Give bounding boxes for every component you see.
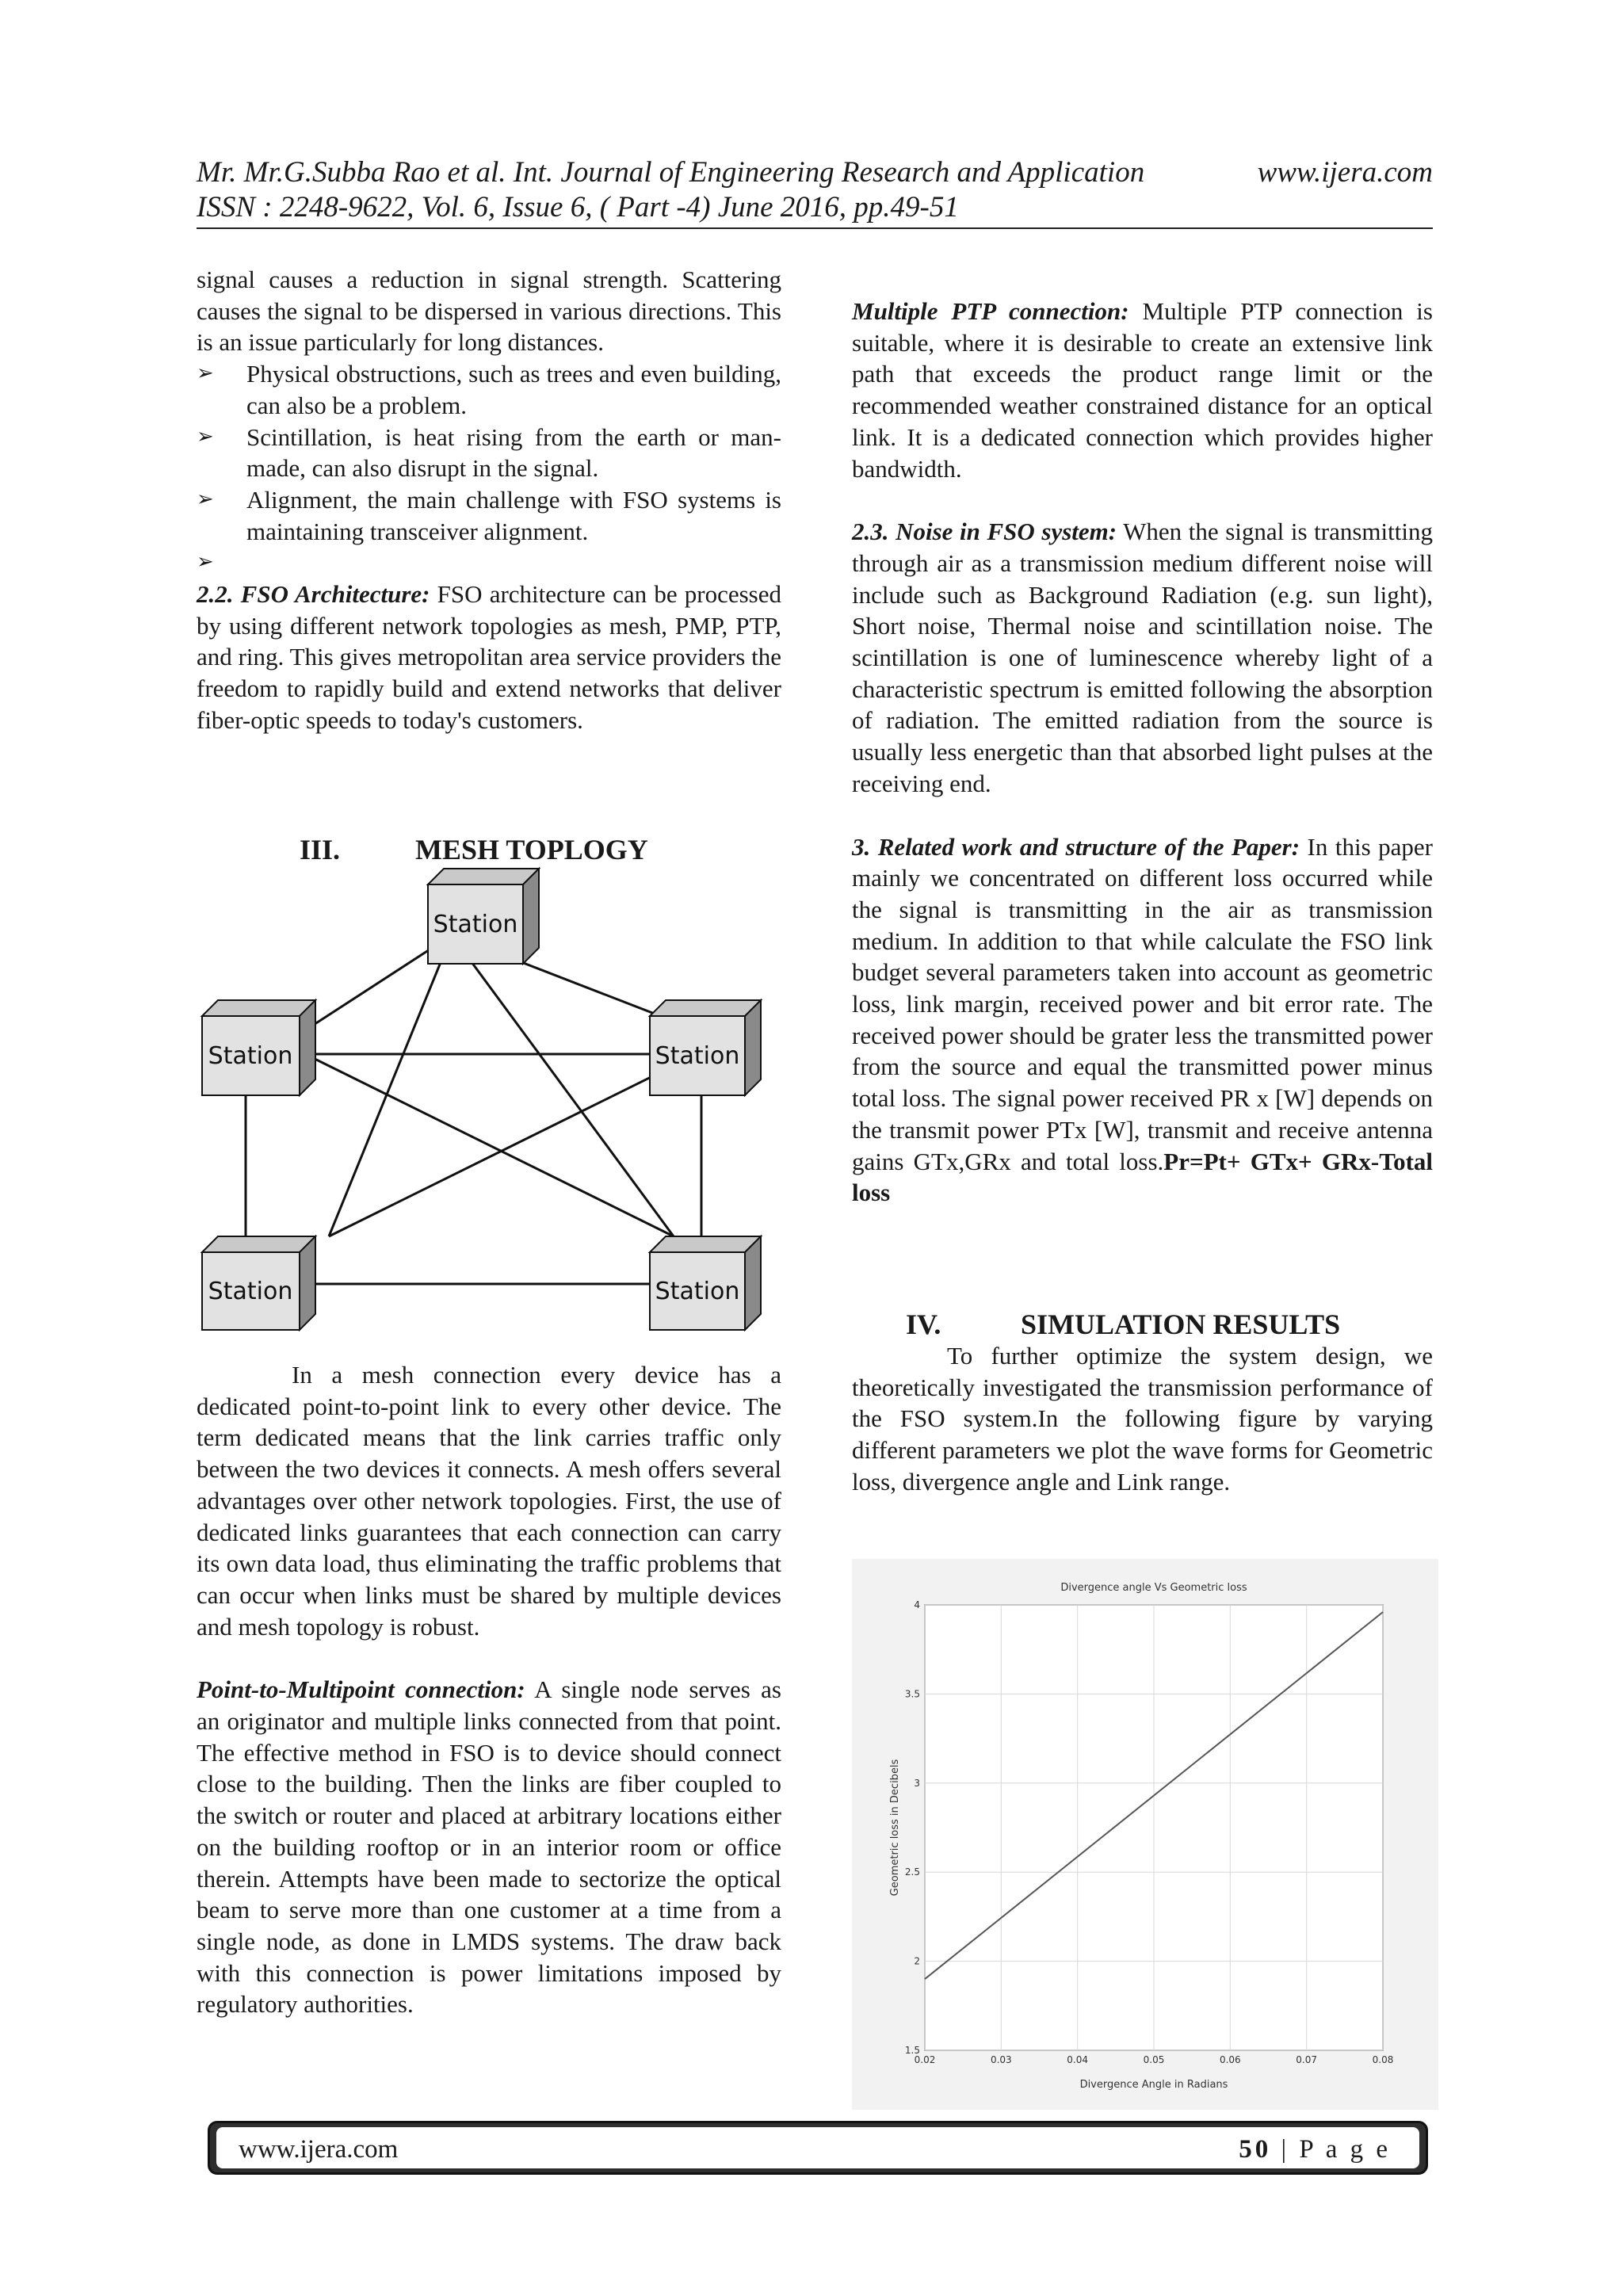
link [329,935,452,1236]
ptp-text: Multiple PTP connection is suitable, where it is desirable to create an extensive link path that exceeds the product range limit or the recommended weather constrained distance for an optical link. It is a dedicated connection which provides higher bandwidth. [852,297,1433,483]
bullet-item [197,358,781,421]
architecture-heading: 2.2. FSO Architecture: [197,580,430,609]
page-footer [208,2121,1428,2175]
station-label: Station [655,1042,740,1070]
footer-url: www.ijera.com [239,2135,399,2164]
section-4-title: SIMULATION RESULTS [1021,1308,1341,1340]
running-header-url: www.ijera.com [1257,156,1433,189]
pmp-text: A single node serves as an originator and multiple links connected from that point. The effective method in FSO is to device should connect close to the building. Then the links are fiber coupled to the switch or router and placed at arbitrary locations either on the building rooftop or in an interior room or office therein. Attempts have been made to sectorize the optical beam to serve more than one customer at a time from a single node, as done in LMDS systems. The draw back with this connection is power limitations imposed by regulatory authorities. [197,1675,781,2019]
section-3-number: III. [300,834,341,865]
mesh-links [246,935,701,1284]
x-tick-label: 0.03 [990,2054,1012,2065]
station-label: Station [433,911,518,938]
bullet-text: Alignment, the main challenge with FSO systems is maintaining transceiver alignment. [246,485,781,545]
mesh-topology-diagram [190,856,777,1331]
noise-text: When the signal is transmitting through air as a transmission medium different noise will include such as Background Radiation (e.g. sun light), Short noise, Thermal noise and scintillation noise. The scintillation is one of luminescence whereby light of a characteristic spectrum is emitted following the absorption of radiation. The emitted radiation from the source is usually less energetic than that absorbed light pulses at the receiving end. [852,518,1433,797]
y-tick-label: 3 [914,1777,920,1789]
station-node-bottom-left [202,1236,315,1330]
related-work-heading: 3. Related work and structure of the Paper: [852,832,1300,861]
arrow-bullet-icon: ➢ [197,424,214,449]
simulation-paragraph: To further optimize the system design, we theoretically investigated the transmission performance of the FSO system.In the following figure by varying different parameters we plot the wave forms for Geometric loss, divergence angle and Link range. [852,1342,1433,1496]
y-tick-label: 1.5 [904,2045,920,2056]
related-work-paragraph [852,831,1433,1209]
bullet-item [197,484,781,547]
bullet-item [197,422,781,484]
mesh-paragraph: In a mesh connection every device has a dedicated point-to-point link to every other device. The term dedicated means that the link carries traffic only between the two devices it connects. A mesh offers several advantages over other network topologies. First, the use of dedicated links guarantees that each connection can carry its own data load, thus eliminating the traffic problems that can occur when links must be shared by multiple devices and mesh topology is robust. [197,1361,781,1641]
architecture-paragraph [197,579,781,736]
noise-paragraph [852,516,1433,799]
header-rule [197,227,1433,229]
link-budget-formula: Pr=Pt+ GTx+ GRx-Total loss [852,1147,1434,1207]
right-column [852,296,1433,1209]
footer-page-number [1239,2135,1391,2164]
arrow-bullet-icon: ➢ [197,487,214,511]
station-node-left [202,1000,315,1095]
bullet-text [246,547,781,579]
noise-heading: 2.3. Noise in FSO system: [852,518,1117,546]
x-tick-label: 0.06 [1219,2054,1241,2065]
x-tick-label: 0.04 [1067,2054,1089,2065]
station-node-right [650,1000,761,1095]
section-4-number: IV. [906,1308,941,1340]
y-tick-label: 2 [914,1955,920,1967]
station-node-bottom-right [650,1236,761,1330]
intro-paragraph: signal causes a reduction in signal strength. Scattering causes the signal to be dispersed in various directions. This is an issue particularly for long distances. [197,266,781,357]
left-column-lower [197,1359,781,2020]
bullet-item-empty [197,547,781,579]
chart-svg [852,1559,1438,2110]
x-tick-label: 0.02 [914,2054,936,2065]
bullet-text: Scintillation, is heat rising from the earth or man-made, can also disrupt in the signal. [246,422,781,483]
architecture-text: FSO architecture can be processed by using different network topologies as mesh, PMP, PTP, and ring. This gives metropolitan area service providers the freedom to rapidly build and extend networks that deliver fiber-optic speeds to today's customers. [197,580,781,734]
y-tick-label: 4 [914,1599,920,1610]
y-tick-label: 3.5 [904,1688,920,1700]
pmp-heading: Point-to-Multipoint connection: [197,1675,525,1704]
ptp-heading: Multiple PTP connection: [852,297,1129,325]
x-tick-label: 0.05 [1143,2054,1165,2065]
simulation-paragraph-block [852,1340,1433,1498]
x-tick-label: 0.07 [1296,2054,1318,2065]
section-3-title: MESH TOPLOGY [415,834,648,865]
bullet-text: Physical obstructions, such as trees and even building, can also be a problem. [246,360,781,419]
running-header-authors-journal: Mr. Mr.G.Subba Rao et al. Int. Journal of Engineering Research and Application [197,156,1145,189]
geometric-loss-chart [852,1559,1438,2110]
x-tick-label: 0.08 [1372,2054,1394,2065]
related-work-text: In this paper mainly we concentrated on different loss occurred while the signal is transmitting in the air as transmission medium. In addition to that while calculate the FSO link budget several parameters taken into account as geometric loss, link margin, received power and bit error rate. The received power should be grater less the transmitted power from the source and equal the transmitted power minus total loss. The signal power received PR x [W] depends on the transmit power PTx [W], transmit and receive antenna gains GTx,GRx and total loss. [852,832,1433,1175]
page-number: 50 [1239,2135,1272,2164]
running-header-issn: ISSN : 2248-9622, Vol. 6, Issue 6, ( Part -4) June 2016, pp.49-51 [197,191,959,223]
station-label: Station [208,1042,293,1070]
chart-title: Divergence angle Vs Geometric loss [1060,1582,1247,1594]
station-label: Station [208,1278,293,1305]
link [329,1054,697,1236]
station-label: Station [655,1278,740,1305]
link [305,1054,674,1236]
ptp-paragraph [852,296,1433,484]
link [452,935,674,1236]
pmp-paragraph [197,1674,781,2020]
left-column [197,264,781,736]
arrow-bullet-icon: ➢ [197,361,214,386]
arrow-bullet-icon: ➢ [197,550,214,575]
chart-x-axis-label: Divergence Angle in Radians [1079,2079,1228,2091]
chart-y-axis-label: Geometric loss in Decibels [889,1759,901,1897]
y-tick-label: 2.5 [904,1866,920,1878]
station-node-top [428,869,539,964]
page-label: | P a g e [1271,2135,1391,2164]
